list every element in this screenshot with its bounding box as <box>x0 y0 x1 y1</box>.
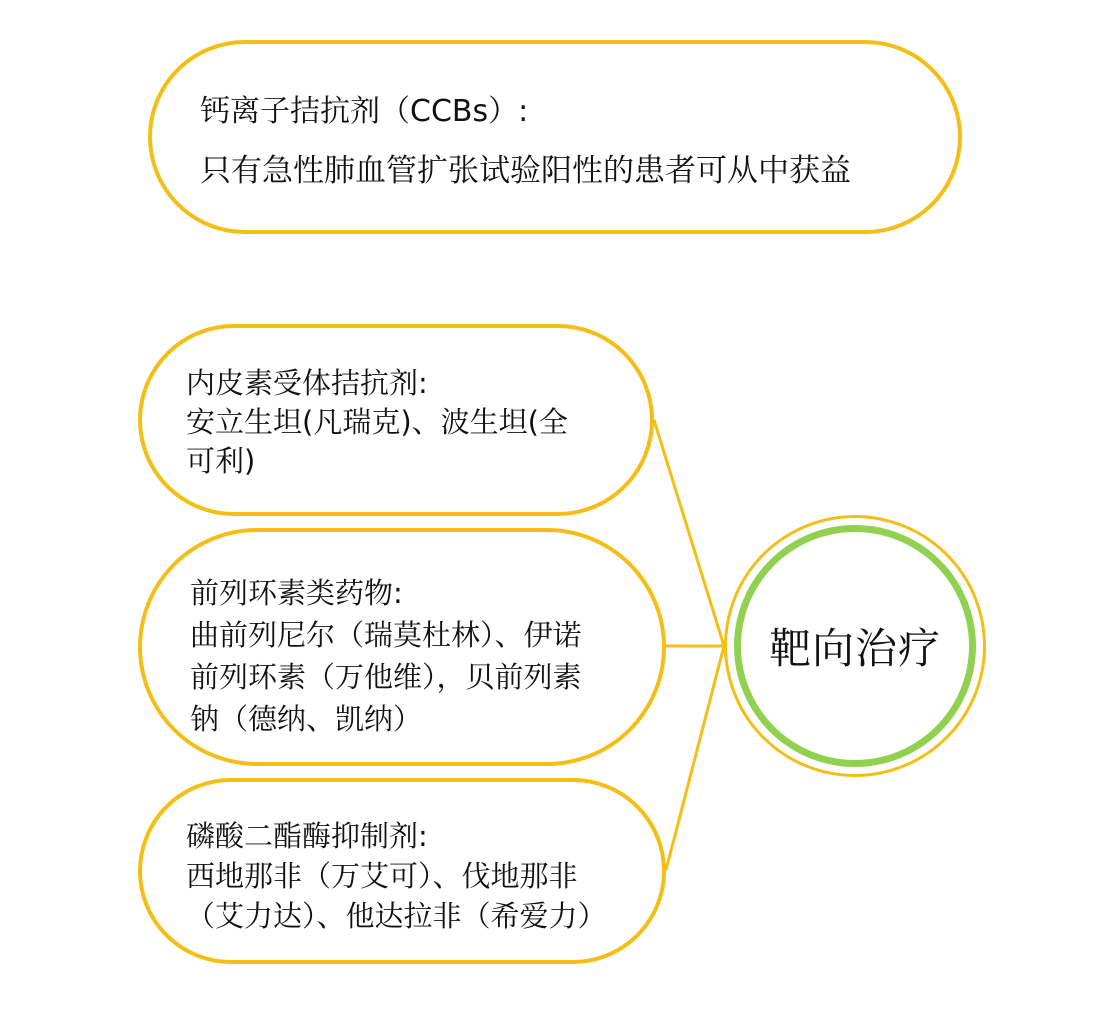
pde5-line: 西地那非（万艾可）、伐地那非 <box>186 859 578 893</box>
ccb-title: 钙离子拮抗剂（CCBs）: <box>200 94 529 129</box>
pde5-line: 磷酸二酯酶抑制剂: <box>186 819 428 853</box>
ccb-box <box>148 40 962 234</box>
ccb-description: 只有急性肺血管扩张试验阳性的患者可从中获益 <box>200 153 851 189</box>
pde5-box <box>138 778 666 964</box>
prostacyclin-line: 曲前列尼尔（瑞莫杜林）、伊诺 <box>190 618 582 652</box>
era-line: 可利) <box>186 444 256 478</box>
connector-era <box>654 420 724 646</box>
connector-pde5 <box>666 646 724 870</box>
prostacyclin-line: 前列环素（万他维），贝前列素 <box>190 660 582 694</box>
prostacyclin-box <box>138 528 666 766</box>
pde5-line: （艾力达）、他达拉非（希爱力） <box>186 899 607 932</box>
prostacyclin-line: 钠（德纳、凯纳） <box>190 702 423 736</box>
center-node <box>734 525 976 767</box>
era-line: 内皮素受体拮抗剂: <box>186 366 428 400</box>
prostacyclin-line: 前列环素类药物: <box>190 576 403 610</box>
center-label: 靶向治疗 <box>768 624 941 673</box>
pde5-text-area <box>186 816 662 932</box>
era-line: 安立生坦(凡瑞克)、波生坦(全 <box>186 405 568 439</box>
era-box <box>138 324 654 516</box>
